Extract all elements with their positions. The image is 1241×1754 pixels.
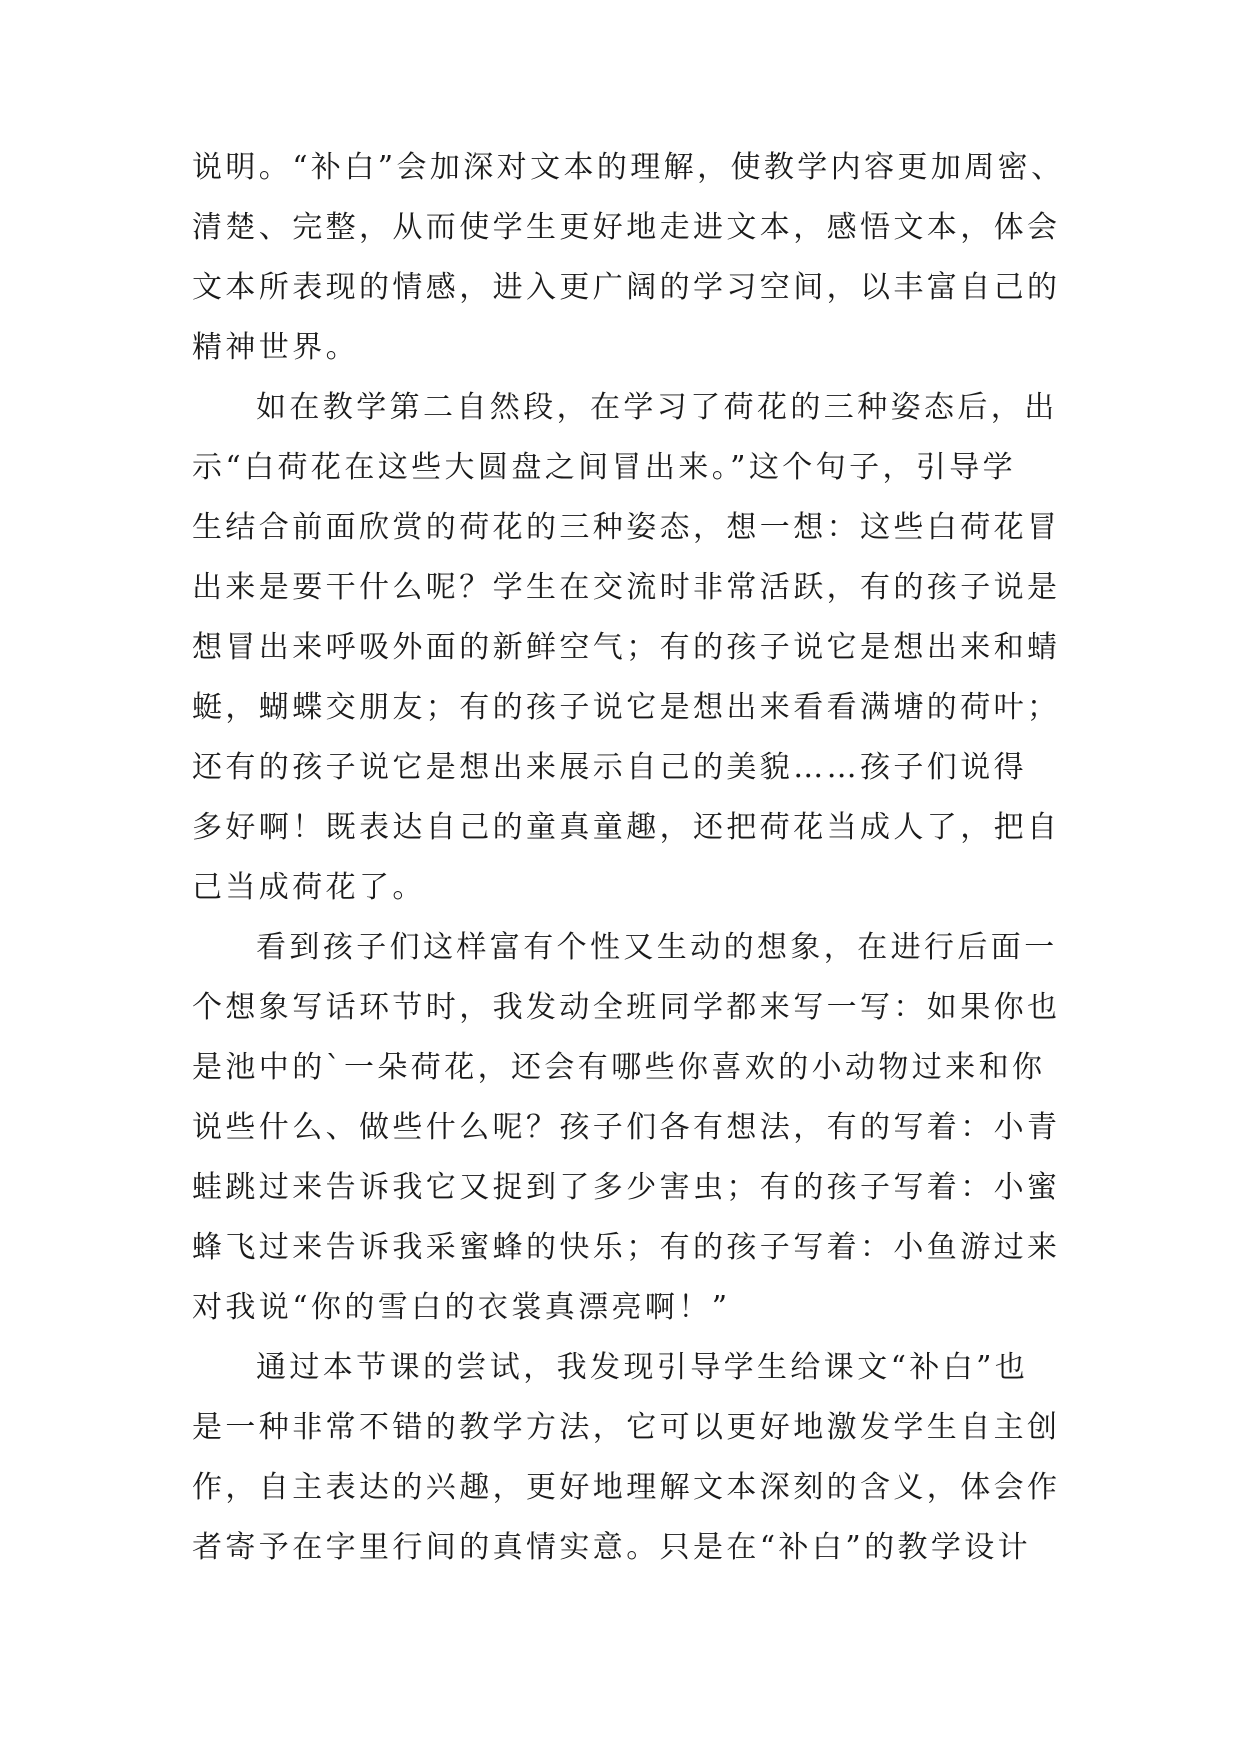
text-line: 对我说“你的雪白的衣裳真漂亮啊！”	[192, 1290, 731, 1325]
text-line: 是池中的`一朵荷花，还会有哪些你喜欢的小动物过来和你	[192, 1050, 1046, 1085]
text-line: 多好啊！既表达自己的童真童趣，还把荷花当成人了，把自	[192, 810, 1061, 845]
text-line: 个想象写话环节时，我发动全班同学都来写一写：如果你也	[192, 990, 1061, 1025]
text-line: 者寄予在字里行间的真情实意。只是在“补白”的教学设计	[192, 1530, 1032, 1565]
paragraph-first-line: 如在教学第二自然段，在学习了荷花的三种姿态后，出	[256, 390, 1058, 425]
paragraph-first-line: 看到孩子们这样富有个性又生动的想象，在进行后面一	[256, 930, 1058, 965]
text-line: 出来是要干什么呢？学生在交流时非常活跃，有的孩子说是	[192, 570, 1061, 605]
text-line: 蜂飞过来告诉我采蜜蜂的快乐；有的孩子写着：小鱼游过来	[192, 1230, 1061, 1265]
text-line: 文本所表现的情感，进入更广阔的学习空间，以丰富自己的	[192, 270, 1061, 305]
text-line: 是一种非常不错的教学方法，它可以更好地激发学生自主创	[192, 1410, 1061, 1445]
text-line: 蜓，蝴蝶交朋友；有的孩子说它是想出来看看满塘的荷叶；	[192, 690, 1061, 725]
text-line: 清楚、完整，从而使学生更好地走进文本，感悟文本，体会	[192, 210, 1061, 245]
text-line: 还有的孩子说它是想出来展示自己的美貌……孩子们说得	[192, 750, 1027, 785]
text-line: 蛙跳过来告诉我它又捉到了多少害虫；有的孩子写着：小蜜	[192, 1170, 1061, 1205]
text-line: 说明。“补白”会加深对文本的理解，使教学内容更加周密、	[192, 150, 1065, 185]
text-line: 作，自主表达的兴趣，更好地理解文本深刻的含义，体会作	[192, 1470, 1061, 1505]
text-line: 己当成荷花了。	[192, 870, 426, 905]
paragraph-first-line: 通过本节课的尝试，我发现引导学生给课文“补白”也	[256, 1350, 1029, 1385]
text-line: 说些什么、做些什么呢？孩子们各有想法，有的写着：小青	[192, 1110, 1061, 1145]
text-line: 生结合前面欣赏的荷花的三种姿态，想一想：这些白荷花冒	[192, 510, 1061, 545]
text-line: 精神世界。	[192, 330, 359, 365]
text-line: 想冒出来呼吸外面的新鲜空气；有的孩子说它是想出来和蜻	[192, 630, 1061, 665]
text-line: 示“白荷花在这些大圆盘之间冒出来。”这个句子，引导学	[192, 450, 1017, 485]
